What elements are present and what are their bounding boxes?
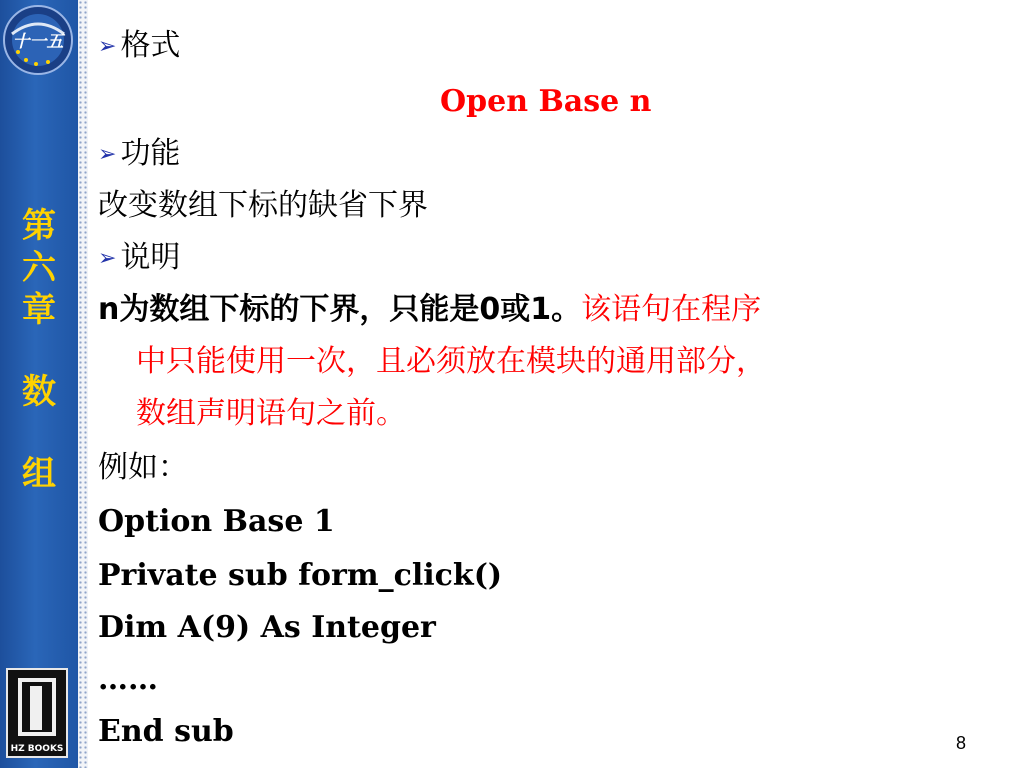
explain-line-2: 中只能使用一次，且必须放在模块的通用部分， (136, 344, 766, 379)
code-line: Private sub form_click() (98, 558, 503, 593)
code-line: Option Base 1 (98, 504, 335, 539)
explain-highlight: 该语句在程序 (581, 292, 762, 327)
explain-line-1 (98, 292, 761, 328)
heading-format (98, 28, 180, 65)
arrow-bullet-icon: ➢ (98, 246, 117, 271)
press-logo (6, 668, 68, 758)
code-line: Dim A(9) As Integer (98, 610, 436, 645)
syntax-line: Open Base n (440, 84, 652, 119)
heading-function-text: 功能 (120, 136, 181, 171)
explain-line-3: 数组声明语句之前。 (136, 396, 406, 431)
heading-format-text: 格式 (120, 28, 181, 63)
chapter-title (0, 205, 78, 495)
arrow-bullet-icon: ➢ (98, 142, 117, 167)
press-logo-text: HZ BOOKS (10, 744, 64, 754)
book-icon (8, 672, 66, 744)
heading-function (98, 136, 180, 173)
sidebar-divider (78, 0, 88, 768)
chapter-char: 六 (22, 248, 56, 288)
example-label: 例如： (98, 450, 188, 485)
chapter-char: 数 (22, 372, 56, 412)
code-line: …… (98, 662, 158, 697)
heading-explain (98, 240, 180, 277)
function-text: 改变数组下标的缺省下界 (98, 188, 428, 223)
logo-text: 十一五 (12, 32, 64, 52)
chapter-char: 第 (22, 206, 56, 246)
chapter-char: 章 (22, 290, 56, 330)
code-line: End sub (98, 714, 234, 749)
explain-text: n为数组下标的下界，只能是0或1。 (98, 292, 582, 327)
arrow-bullet-icon: ➢ (98, 34, 117, 59)
page-number: 8 (955, 733, 966, 753)
chapter-char: 组 (22, 454, 56, 494)
logo-icon (2, 4, 74, 76)
heading-explain-text: 说明 (120, 240, 181, 275)
sidebar (0, 0, 78, 768)
